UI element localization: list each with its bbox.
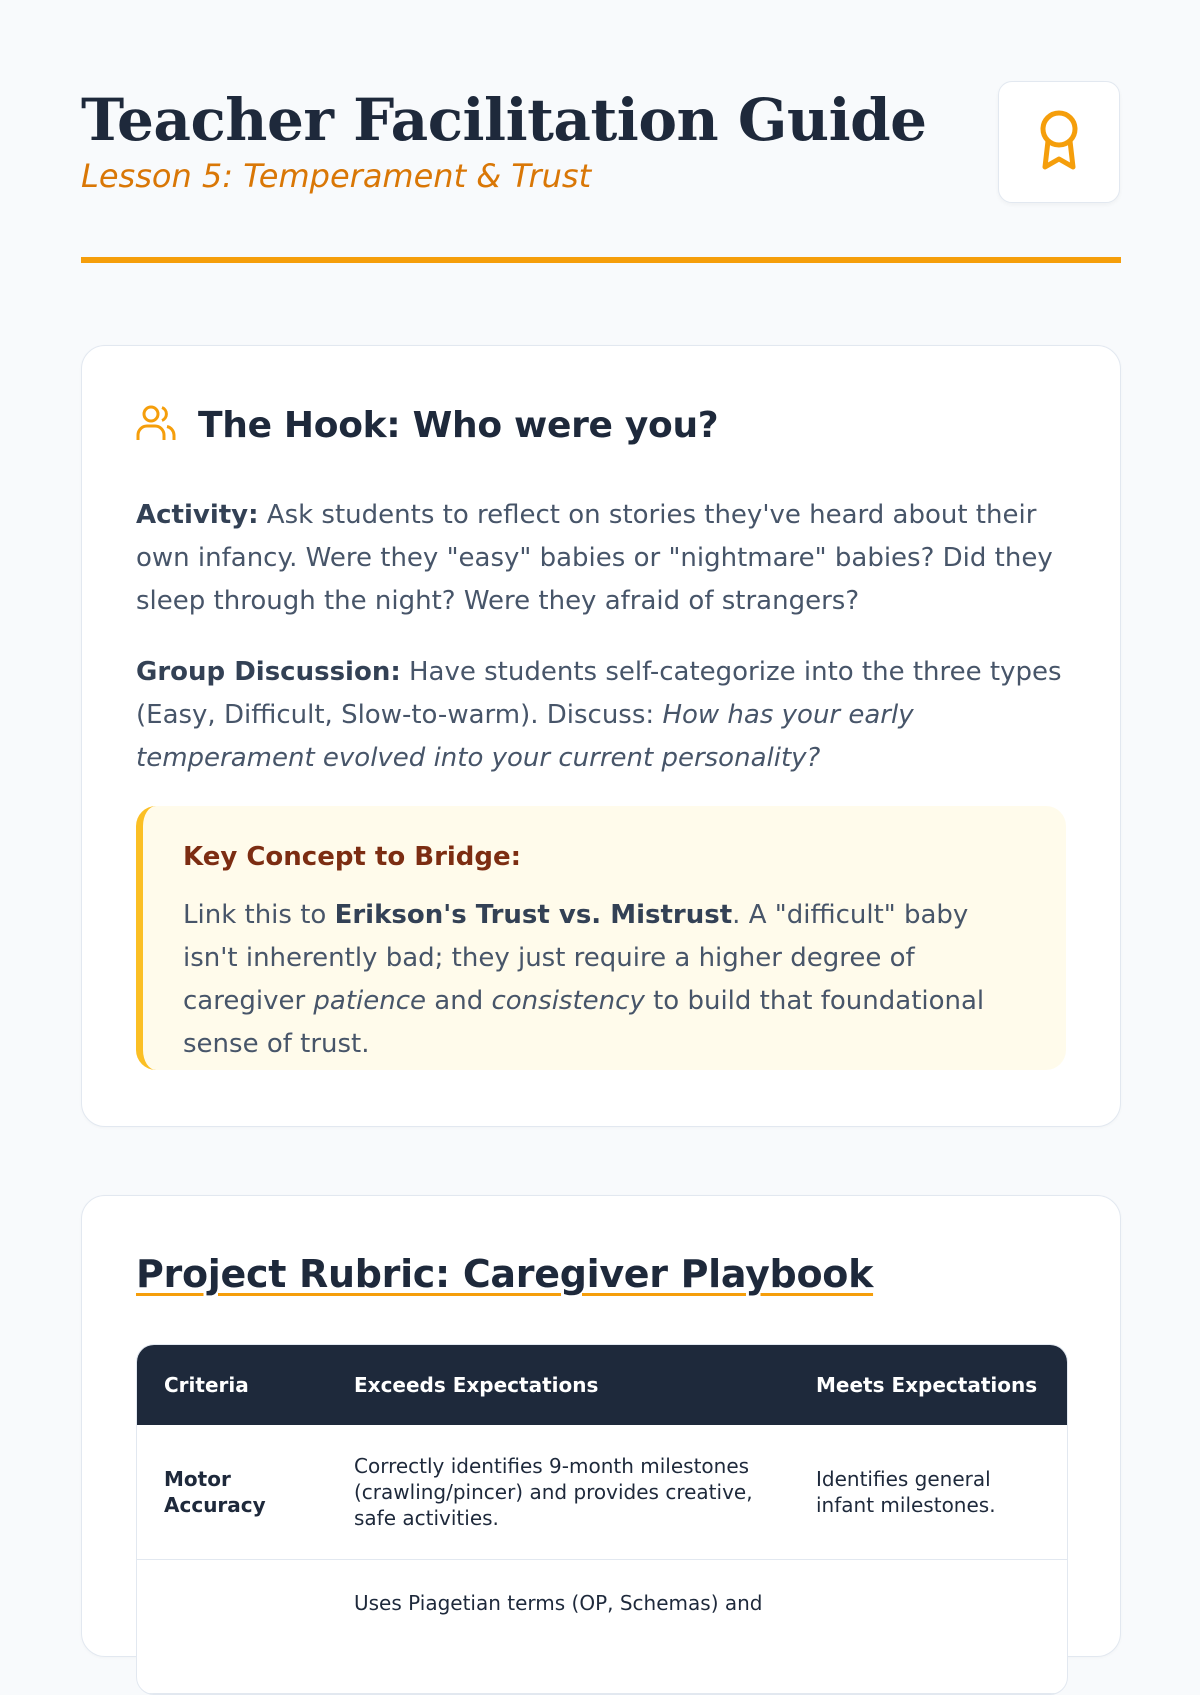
- users-icon: [136, 404, 176, 446]
- concept-bold: Erikson's Trust vs. Mistrust: [334, 900, 733, 930]
- activity-text: Ask students to reflect on stories they've heard about their own infancy. Were they "easy" babies or "nightmare" babies? Did they sleep through the night? Were they afraid of strangers?: [136, 500, 1053, 616]
- rubric-table: [136, 1344, 1068, 1695]
- header: [81, 88, 1121, 196]
- concept-text-1: Link this to: [183, 900, 335, 930]
- hook-heading: The Hook: Who were you?: [198, 404, 719, 446]
- award-badge: [998, 81, 1120, 203]
- cell-meets: Identifies general infant milestones.: [816, 1467, 996, 1517]
- activity-paragraph: [136, 494, 1066, 623]
- key-concept-text: [183, 894, 1026, 1066]
- column-header-meets: Meets Expectations: [816, 1373, 1038, 1397]
- concept-text-4: to build that foundational sense of trust.: [183, 986, 985, 1059]
- key-concept-callout: [136, 806, 1066, 1070]
- discussion-label: Group Discussion:: [136, 657, 401, 687]
- rubric-title: Project Rubric: Caregiver Playbook: [136, 1252, 874, 1296]
- discussion-text: Have students self-categorize into the three types (Easy, Difficult, Slow-to-warm). Discuss:: [136, 657, 1062, 730]
- cell-criteria: Motor Accuracy: [164, 1467, 266, 1517]
- table-row: [137, 1425, 1067, 1560]
- page-subtitle: Lesson 5: Temperament & Trust: [81, 157, 592, 195]
- page-title: Teacher Facilitation Guide: [81, 86, 927, 154]
- header-divider: [81, 257, 1121, 263]
- concept-text-2: . A "difficult" baby isn't inherently bad; they just require a higher degree of caregiver: [183, 900, 969, 1016]
- cell-exceeds: Uses Piagetian terms (OP, Schemas) and: [354, 1591, 763, 1615]
- discussion-question: How has your early temperament evolved into your current personality?: [136, 700, 914, 773]
- column-header-criteria: Criteria: [164, 1373, 249, 1397]
- column-header-exceeds: Exceeds Expectations: [354, 1373, 599, 1397]
- concept-text-3: and: [426, 986, 492, 1016]
- table-row: [137, 1560, 1067, 1694]
- discussion-paragraph: [136, 651, 1066, 780]
- hook-card: [81, 345, 1121, 1127]
- table-header: [137, 1345, 1067, 1425]
- hook-header: [136, 404, 718, 446]
- cell-exceeds: Correctly identifies 9-month milestones (crawling/pincer) and provides creative, safe activities.: [354, 1454, 753, 1530]
- award-icon: [1037, 109, 1081, 175]
- key-concept-heading: Key Concept to Bridge:: [183, 842, 522, 872]
- concept-em-patience: patience: [313, 986, 427, 1016]
- activity-label: Activity:: [136, 500, 259, 530]
- rubric-card: [81, 1195, 1121, 1657]
- concept-em-consistency: consistency: [491, 986, 645, 1016]
